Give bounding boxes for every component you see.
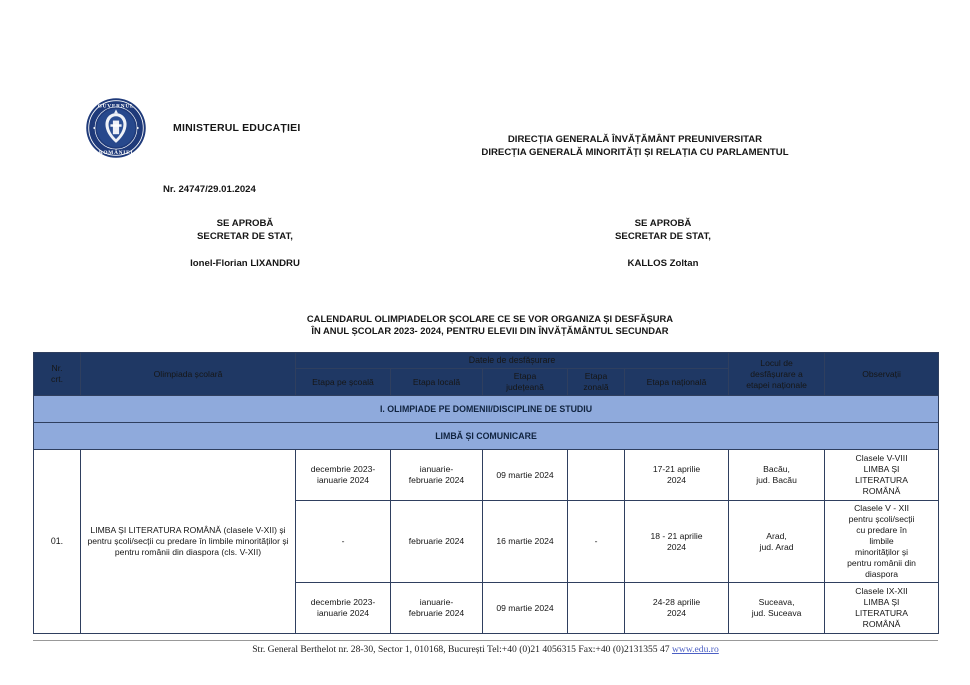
cell-etapa-scoala-line2: ianuarie 2024 [316,475,370,485]
cell-observatii: Clasele V - XII pentru școli/secții cu predare în limbile minorităților și pentru românii din diaspora [825,501,939,583]
cell-etapa-scoala [296,583,391,634]
col-header-location [729,353,825,396]
page-title-line-2: ÎN ANUL ȘCOLAR 2023- 2024, PENTRU ELEVII DIN ÎNVĂȚĂMÂNTUL SECUNDAR [311,325,669,336]
approval-right-line-2: SECRETAR DE STAT, [615,231,711,242]
cell-etapa-locala [391,583,483,634]
col-header-olimpiada: Olimpiada școlară [81,353,296,396]
cell-location-line1: Bacău, [763,464,790,474]
cell-etapa-nationala [625,450,729,501]
cell-observatii: Clasele IX-XII LIMBA ȘI LITERATURA ROMÂNĂ [825,583,939,634]
cell-etapa-nationala-line2: 2024 [666,475,687,485]
col-header-location-line1: Locul de [760,357,793,368]
col-header-etapa-locala: Etapa locală [391,369,483,396]
section-row-domains [34,396,939,423]
cell-location [729,450,825,501]
approval-right-signer: KALLOS Zoltan [627,258,699,269]
cell-etapa-nationala-line1: 17-21 aprilie [652,464,701,474]
cell-etapa-scoala-line1: - [341,536,345,546]
cell-location-line1: Suceava, [758,597,795,607]
cell-etapa-nationala [625,501,729,583]
cell-etapa-judeteana: 09 martie 2024 [483,583,568,634]
ministry-name: MINISTERUL EDUCAȚIEI [173,122,301,134]
approval-left-signer: Ionel-Florian LIXANDRU [190,258,300,269]
col-header-etapa-zonala-line2: zonală [583,382,609,392]
cell-etapa-scoala [296,450,391,501]
col-header-observatii: Observații [825,353,939,396]
col-header-etapa-zonala-line1: Etapa [584,371,608,381]
cell-etapa-locala [391,501,483,583]
cell-etapa-locala-line2: februarie 2024 [408,475,465,485]
cell-etapa-nationala [625,583,729,634]
svg-text:ROMÂNIEI: ROMÂNIEI [98,150,134,157]
col-header-nr-crt [34,353,81,396]
col-header-nr-crt-line1: Nr. [51,363,63,373]
col-header-etapa-nationala: Etapa națională [625,369,729,396]
col-header-dates-group: Datele de desfășurare [296,353,729,369]
cell-etapa-scoala-line1: decembrie 2023- [310,464,376,474]
cell-etapa-scoala-line1: decembrie 2023- [310,597,376,607]
section-label-domains: I. OLIMPIADE PE DOMENII/DISCIPLINE DE STUDIU [34,396,939,423]
table-body [34,396,939,634]
directorate-line-1: DIRECȚIA GENERALĂ ÎNVĂȚĂMÂNT PREUNIVERSITAR [507,134,763,145]
cell-etapa-nationala-line1: 18 - 21 aprilie [650,530,703,541]
entry-index: 01. [34,450,81,634]
olympiad-calendar-table [33,352,939,634]
directorate-block [330,134,940,159]
cell-etapa-judeteana: 09 martie 2024 [483,450,568,501]
cell-etapa-locala-line1: februarie 2024 [408,536,465,546]
cell-etapa-nationala-line2: 2024 [666,541,687,552]
approval-left-line-1: SE APROBĂ [216,218,274,229]
col-header-nr-crt-line2: crt. [51,374,63,384]
footer-address: Str. General Berthelot nr. 28-30, Sector 1, 010168, București Tel:+40 (0)21 4056315 Fax:+40 (0)2131355 47 [252,644,670,655]
cell-etapa-nationala-line1: 24-28 aprilie [652,597,701,607]
cell-etapa-zonala [568,583,625,634]
header-row-group [34,353,939,369]
approval-block-left [120,217,370,270]
cell-location [729,583,825,634]
col-header-etapa-judeteana [483,369,568,396]
cell-location-line1: Arad, [766,530,787,541]
table-row [34,450,939,501]
section-label-language: LIMBĂ ȘI COMUNICARE [34,423,939,450]
col-header-etapa-scoala: Etapa pe școală [296,369,391,396]
cell-location-line2: jud. Arad [759,541,794,552]
cell-etapa-nationala-line2: 2024 [666,608,687,618]
guvernul-romaniei-seal-icon [85,97,147,159]
table-head [34,353,939,396]
col-header-location-line3: etapei naționale [746,379,807,390]
cell-location-line2: jud. Suceava [751,608,802,618]
cell-location [729,501,825,583]
cell-etapa-zonala: - [568,501,625,583]
page-title [180,313,800,337]
page-title-line-1: CALENDARUL OLIMPIADELOR ȘCOLARE CE SE VOR ORGANIZA ȘI DESFĂȘURA [306,313,674,324]
cell-observatii: Clasele V-VIII LIMBA ȘI LITERATURA ROMÂNĂ [825,450,939,501]
directorate-line-2: DIRECȚIA GENERALĂ MINORITĂȚI ȘI RELAȚIA CU PARLAMENTUL [481,146,789,158]
entry-subject: LIMBA ȘI LITERATURA ROMÂNĂ (clasele V-XII) și pentru școli/secții cu predare în limbile minorităților și pentru românii din diaspora (cls. V-XII) [81,450,296,634]
approval-right-line-1: SE APROBĂ [634,218,692,229]
svg-text:GUVERNUL: GUVERNUL [97,103,135,110]
approval-block-right [538,217,788,270]
cell-etapa-locala-line1: ianuarie- [419,597,454,607]
cell-etapa-locala-line1: ianuarie- [419,464,454,474]
cell-etapa-judeteana: 16 martie 2024 [483,501,568,583]
cell-etapa-locala [391,450,483,501]
cell-etapa-locala-line2: februarie 2024 [408,608,465,618]
footer-website-link[interactable]: www.edu.ro [671,644,719,655]
approval-left-line-2: SECRETAR DE STAT, [197,231,293,242]
page-footer [33,640,938,655]
section-row-language [34,423,939,450]
logo-row [85,97,300,159]
col-header-etapa-judeteana-line1: Etapa [513,371,537,381]
cell-etapa-scoala-line2: ianuarie 2024 [316,608,370,618]
cell-etapa-scoala [296,501,391,583]
col-header-etapa-judeteana-line2: județeană [506,382,544,392]
cell-location-line2: jud. Bacău [756,475,797,485]
col-header-etapa-zonala [568,369,625,396]
cell-etapa-zonala [568,450,625,501]
document-number: Nr. 24747/29.01.2024 [163,184,256,195]
col-header-location-line2: desfășurare a [750,368,803,379]
